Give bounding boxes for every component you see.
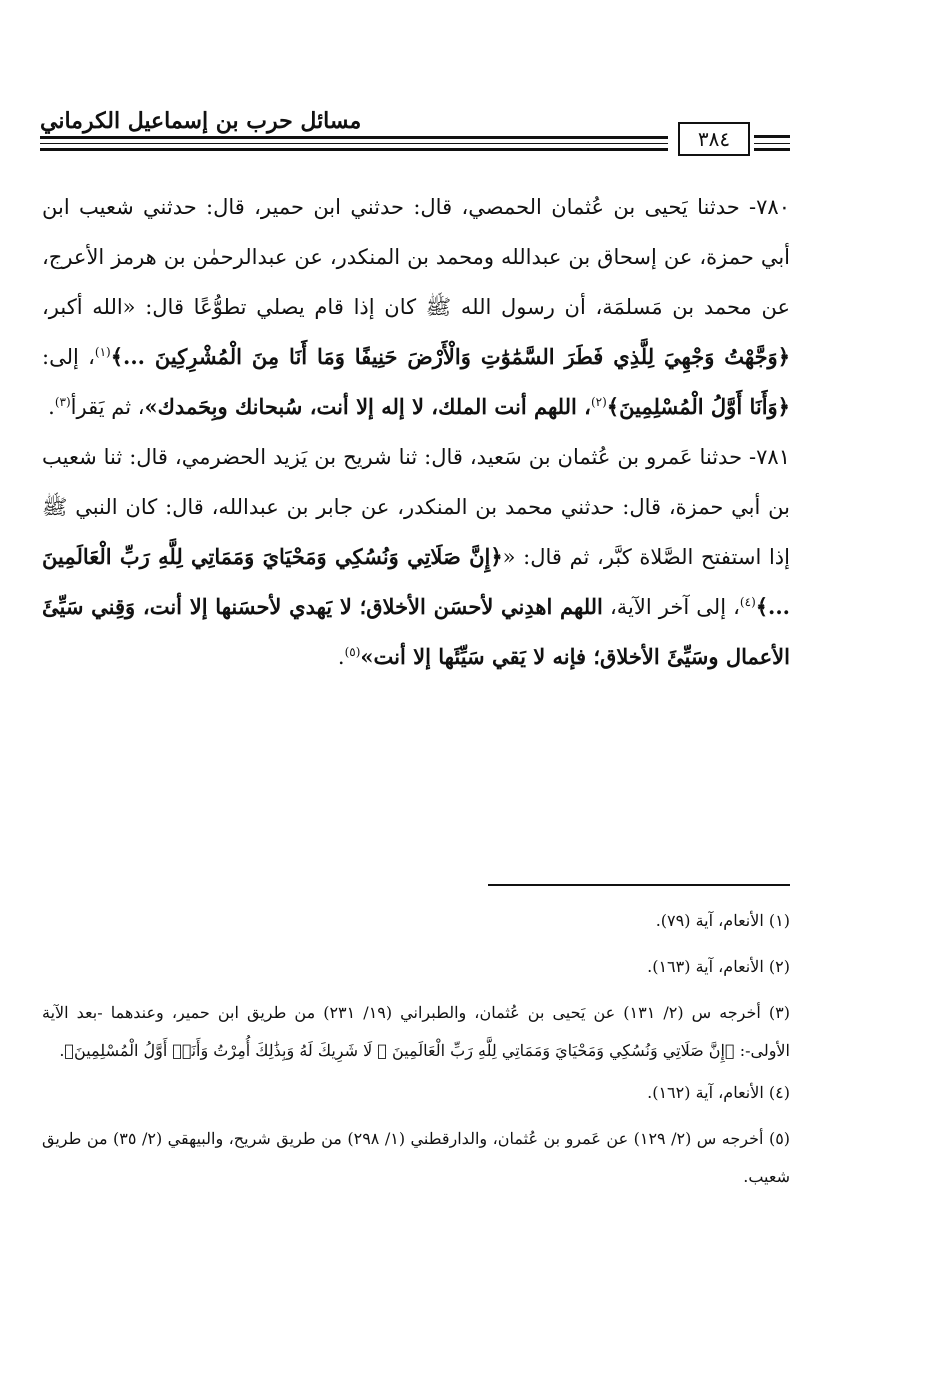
footnote-ref[interactable]: (٢) xyxy=(590,395,607,409)
footnote-number: (٣) xyxy=(768,1003,791,1022)
footnote-number: (١) xyxy=(768,911,790,930)
footnote xyxy=(42,990,790,1070)
hadith-number: ٧٨٠- xyxy=(749,195,790,219)
header-rule xyxy=(754,148,790,151)
hadith-text: . xyxy=(337,645,345,669)
footnote-ref[interactable]: (١) xyxy=(94,345,111,359)
footnote xyxy=(42,898,790,944)
quran-verse: ﴿وَأَنَا أَوَّلُ الْمُسْلِمِينَ﴾ xyxy=(606,394,790,419)
header-rule xyxy=(754,143,790,144)
quran-verse: ﴿وَجَّهْتُ وَجْهِيَ لِلَّذِي فَطَرَ السَّمَٰوَٰتِ وَالْأَرْضَ حَنِيفًا وَمَا أَنَا مِنَ الْمُشْرِكِينَ ...﴾ xyxy=(110,344,791,369)
hadith-text: ، اللهم أنت الملك، لا إله إلا أنت، سُبحانك وبِحَمدك» xyxy=(144,394,591,419)
book-title: مسائل حرب بن إسماعيل الكرماني xyxy=(40,108,362,134)
hadith-text: ، إلى آخر الآية، xyxy=(602,595,740,619)
header-rule xyxy=(40,143,668,144)
hadith-text: اللهم اهدِني لأحسَن الأخلاق؛ لا يَهدي لأحسَنها إلا أنت، وَقِني سَيِّئَ الأعمال وسَيِّئَ الأخلاق؛ فإنه لا يَقي سَيِّئَها إلا أنت» xyxy=(42,594,790,669)
page-header xyxy=(40,108,790,158)
footnote xyxy=(42,944,790,990)
footnote-ref[interactable]: (٤) xyxy=(739,595,756,609)
footnote xyxy=(42,1116,790,1196)
hadith-text: حدثنا يَحيى بن عُثمان الحمصي، قال: حدثني ابن حمير، قال: حدثني شعيب ابن أبي حمزة، عن إسحاق بن عبدالله ومحمد بن المنكدر، عن عبدالرحمٰن بن هرمز الأعرج، عن محمد بن مَسلمَة، أن رسول الله ﷺ كان إذا قام يصلي تطوُّعًا قال: «الله أكبر، xyxy=(42,195,790,319)
hadith-text: . xyxy=(48,395,55,419)
hadith-text: ، إلى: xyxy=(42,345,95,369)
header-rule xyxy=(40,136,668,139)
footnote-text: أخرجه س (٢/ ١٢٩) عن عَمرو بن عُثمان، والدارقطني (١/ ٢٩٨) من طريق شريح، والبيهقي (٢/ ٣٥) من طريق شعيب. xyxy=(42,1129,790,1186)
footnote xyxy=(42,1070,790,1116)
hadith-781 xyxy=(42,432,790,682)
hadith-text: حدثنا عَمرو بن عُثمان بن سَعيد، قال: ثنا شريح بن يَزيد الحضرمي، قال: ثنا شعيب بن أبي حمزة، قال: حدثني محمد بن المنكدر، عن جابر بن عبدالله، قال: كان النبي ﷺ إذا استفتح الصَّلاة كبَّر، ثم قال: « xyxy=(42,445,790,569)
footnote-ref[interactable]: (٣) xyxy=(54,395,71,409)
hadith-number: ٧٨١- xyxy=(749,445,790,469)
footnote-number: (٥) xyxy=(768,1129,791,1148)
header-rule xyxy=(40,148,668,151)
header-rule xyxy=(754,135,790,138)
quran-verse: ﴿إِنَّ صَلَاتِي وَنُسُكِي وَمَحْيَايَ وَمَمَاتِي لِلَّهِ رَبِّ الْعَالَمِينَ ...﴾ xyxy=(42,544,790,619)
page-number: ٣٨٤ xyxy=(678,122,750,156)
footnote-text: الأنعام، آية (١٦٣). xyxy=(647,957,764,976)
hadith-text: ، ثم يَقرأ xyxy=(70,395,145,419)
main-text xyxy=(42,182,790,682)
footnotes xyxy=(42,898,790,1196)
footnote-number: (٢) xyxy=(768,957,790,976)
footnote-text: أخرجه س (٢/ ١٣١) عن يَحيى بن عُثمان، والطبراني (١٩/ ٢٣١) من طريق ابن حمير، وعندهما -بعد الآية الأولى-: ﴿إِنَّ صَلَاتِي وَنُسُكِي وَمَحْيَايَ وَمَمَاتِي لِلَّهِ رَبِّ الْعَالَمِينَ ۞ لَا شَرِيكَ لَهُ وَبِذَٰلِكَ أُمِرْتُ وَأَنَا۠ أَوَّلُ الْمُسْلِمِينَ﴾. xyxy=(42,1003,790,1060)
hadith-780 xyxy=(42,182,790,432)
footnote-ref[interactable]: (٥) xyxy=(344,645,361,659)
footnote-number: (٤) xyxy=(768,1083,790,1102)
footnote-text: الأنعام، آية (٧٩). xyxy=(655,911,764,930)
footnote-text: الأنعام، آية (١٦٢). xyxy=(647,1083,764,1102)
footnote-separator xyxy=(488,884,790,886)
